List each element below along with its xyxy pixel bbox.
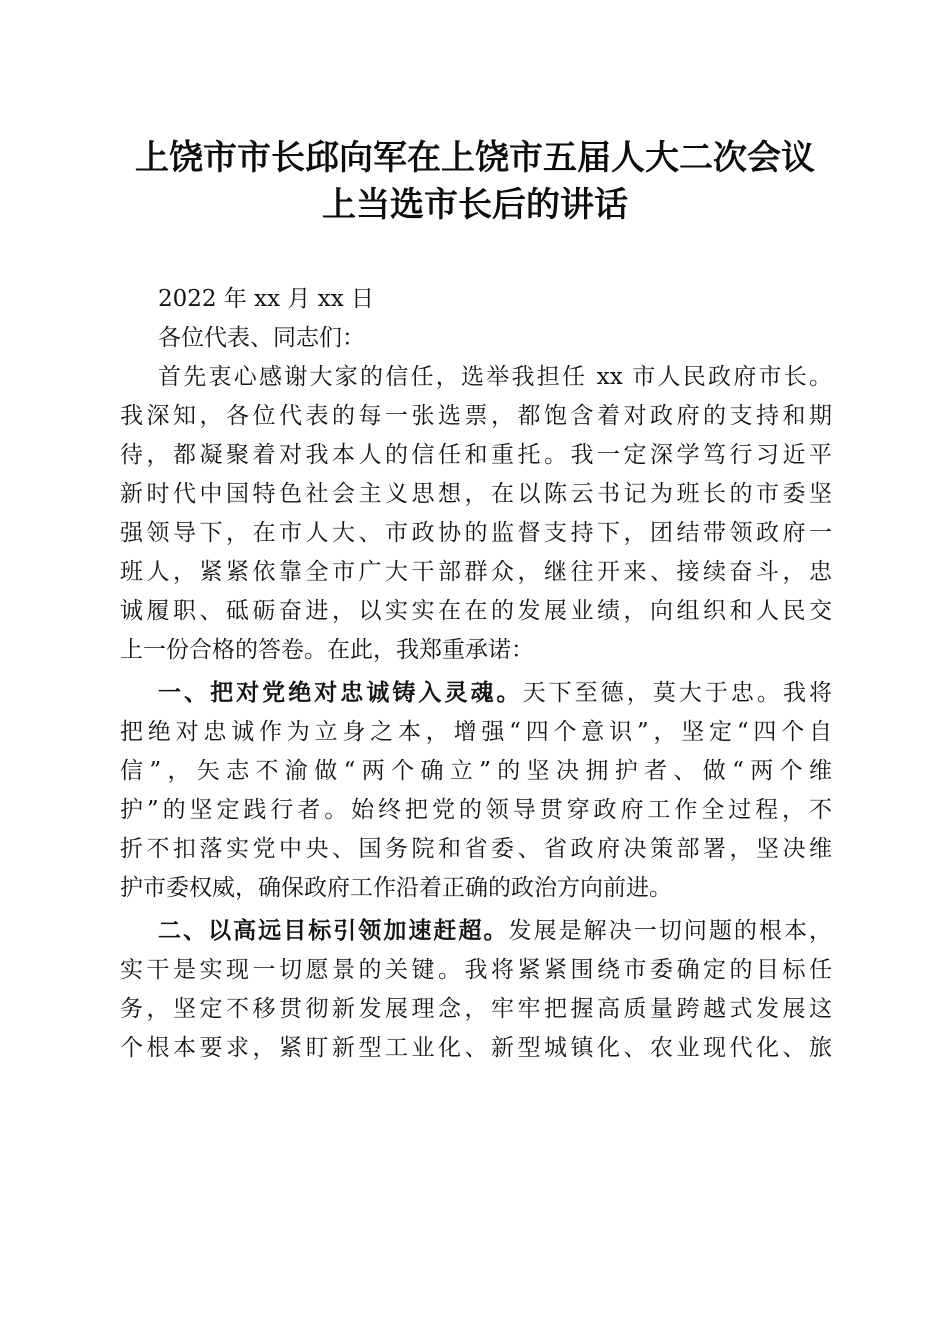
paragraph-line: 首先衷心感谢大家的信任，选举我担任 xx 市人民政府市长。 bbox=[158, 364, 832, 390]
document-date: 2022 年 xx 月 xx 日 bbox=[158, 286, 374, 312]
document-title-line-1: 上饶市市长邱向军在上饶市五届人大二次会议 bbox=[135, 138, 815, 178]
salutation: 各位代表、同志们： bbox=[158, 325, 365, 351]
section-1-first-line-text: 天下至德，莫大于忠。我将 bbox=[522, 680, 833, 706]
paragraph-line: 实干是实现一切愿景的关键。我将紧紧围绕市委确定的目标任 bbox=[120, 957, 832, 983]
section-2-first-line-text: 发展是解决一切问题的根本， bbox=[508, 918, 833, 944]
paragraph-line: 信”，矢志不渝做“两个确立”的坚决拥护者、做“两个维 bbox=[120, 758, 832, 784]
paragraph-line: 上一份合格的答卷。在此，我郑重承诺： bbox=[120, 637, 534, 663]
paragraph-line: 护”的坚定践行者。始终把党的领导贯穿政府工作全过程，不 bbox=[120, 797, 832, 823]
paragraph-line: 个根本要求，紧盯新型工业化、新型城镇化、农业现代化、旅 bbox=[120, 1035, 832, 1061]
paragraph-line: 强领导下，在市人大、市政协的监督支持下，团结带领政府一 bbox=[120, 520, 832, 546]
paragraph-line: 务，坚定不移贯彻新发展理念，牢牢把握高质量跨越式发展这 bbox=[120, 996, 832, 1022]
section-2-first-line bbox=[120, 912, 832, 951]
paragraph-line: 折不扣落实党中央、国务院和省委、省政府决策部署，坚决维 bbox=[120, 836, 832, 862]
paragraph-line: 我深知，各位代表的每一张选票，都饱含着对政府的支持和期 bbox=[120, 403, 832, 429]
paragraph-line: 诚履职、砥砺奋进，以实实在在的发展业绩，向组织和人民交 bbox=[120, 598, 832, 624]
document-title-line-2: 上当选市长后的讲话 bbox=[322, 185, 628, 225]
section-2-heading: 二、以高远目标引领加速赶超。 bbox=[158, 918, 509, 944]
section-1-first-line bbox=[120, 674, 832, 713]
paragraph-line: 把绝对忠诚作为立身之本，增强“四个意识”，坚定“四个自 bbox=[120, 719, 832, 745]
paragraph-line: 待，都凝聚着对我本人的信任和重托。我一定深学笃行习近平 bbox=[120, 442, 832, 468]
paragraph-line: 新时代中国特色社会主义思想，在以陈云书记为班长的市委坚 bbox=[120, 481, 832, 507]
document-body bbox=[120, 280, 832, 1068]
paragraph-line: 班人，紧紧依靠全市广大干部群众，继往开来、接续奋斗，忠 bbox=[120, 559, 832, 585]
section-1-heading: 一、把对党绝对忠诚铸入灵魂。 bbox=[158, 680, 523, 706]
paragraph-line: 护市委权威，确保政府工作沿着正确的政治方向前进。 bbox=[120, 875, 672, 901]
